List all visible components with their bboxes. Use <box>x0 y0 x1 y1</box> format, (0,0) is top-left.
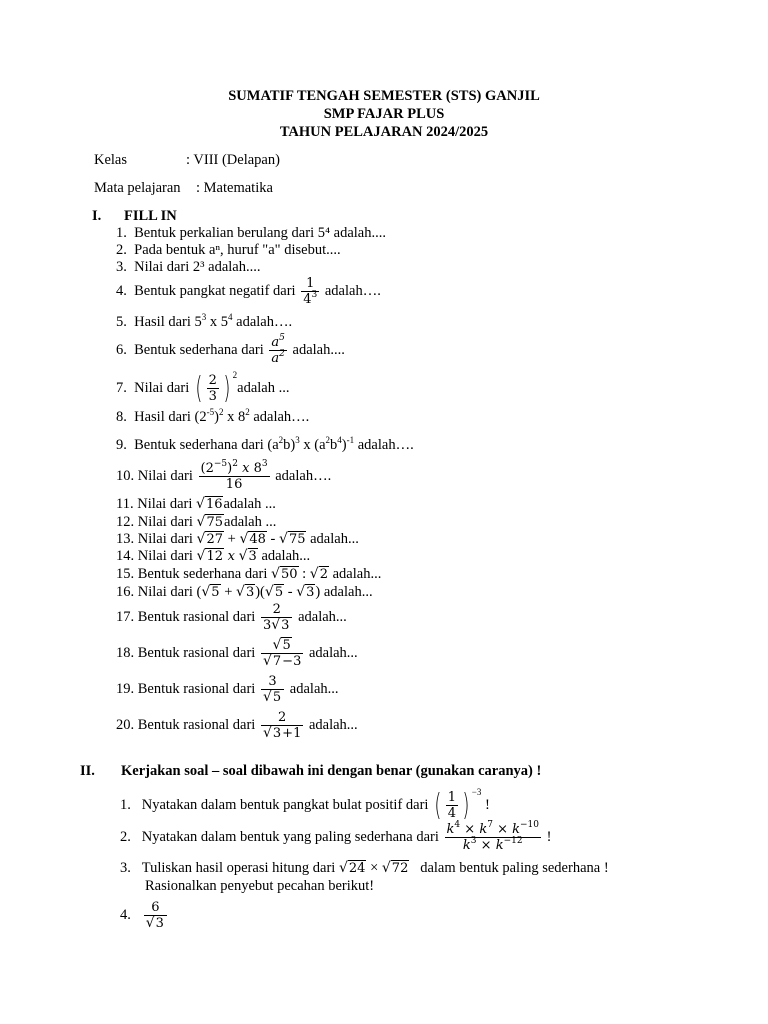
item-suffix: adalah…. <box>275 467 332 484</box>
item-text: Bentuk rasional dari <box>137 608 256 625</box>
fraction: $\frac{k^4 \times k^7 \times k^{-10}}{k^3 \times k^{-12}}$ <box>446 820 539 853</box>
item-text: Bentuk rasional dari <box>137 644 256 661</box>
list-item: 1. Nyatakan dalam bentuk pangkat bulat positif dari ( $\frac{1}{4}$ ) $^{-3}$ ! <box>120 786 490 823</box>
item-suffix: dalam bentuk paling sederhana ! <box>420 860 609 876</box>
item-suffix: adalah…. <box>357 437 414 453</box>
item-text: Nilai dari <box>137 531 193 547</box>
exclaim: ! <box>546 828 552 845</box>
fraction: $\frac{2}{3√3}$ <box>261 602 292 633</box>
item-suffix: adalah…. <box>236 314 293 330</box>
fraction: $\frac{2}{√3+1}$ <box>262 710 302 741</box>
item-text: Bentuk sederhana dari (a <box>134 437 279 453</box>
fraction: $\frac{2}{3}$ <box>208 373 217 404</box>
list-item: 11. Nilai dari √16adalah ... <box>116 496 276 512</box>
list-item: 16. Nilai dari (√5 + √3)(√5 - √3) adalah... <box>116 584 373 600</box>
list-item: 4. $\frac{6}{√3}$ <box>120 900 169 931</box>
item-suffix: adalah... <box>298 608 347 625</box>
fraction: $\frac{a^5}{a^2}$ <box>271 333 285 366</box>
item-suffix: adalah... <box>308 644 358 661</box>
item-text: Pada bentuk aⁿ, huruf "a" disebut.... <box>134 242 341 258</box>
item-text: Bentuk rasional dari <box>137 680 256 697</box>
item-text: Nilai dari <box>134 379 190 396</box>
item-suffix: adalah.... <box>292 341 345 358</box>
exclaim: ! <box>485 796 490 813</box>
item-suffix: adalah ... <box>237 379 290 396</box>
fraction: $\frac{1}{4}$ <box>447 790 457 821</box>
kelas-value: : VIII (Delapan) <box>186 152 280 168</box>
item-text: Nyatakan dalam bentuk pangkat bulat positif dari <box>141 796 429 813</box>
item-text: Bentuk perkalian berulang dari 5⁴ adalah.... <box>134 225 386 241</box>
fraction: $\frac{6}{√3}$ <box>144 900 167 931</box>
item-text: Nilai dari <box>137 467 193 484</box>
item-suffix: adalah... <box>332 566 382 582</box>
item-text: Bentuk rasional dari <box>137 716 256 733</box>
fraction: $\frac{√5}{√7-3}$ <box>262 637 302 669</box>
list-item: 2. Pada bentuk aⁿ, huruf "a" disebut.... <box>116 242 341 258</box>
list-item: 5. Hasil dari $5^3$ x $5^4$ adalah…. <box>116 312 293 330</box>
list-item: 6. Bentuk sederhana dari $\frac{a^5}{a^2}$ adalah.... <box>116 333 345 366</box>
item-text: Nilai dari <box>137 514 193 530</box>
list-item: 9. Bentuk sederhana dari $(a^2b)^3$ x $(a^2b^4)^{-1}$ adalah…. <box>116 435 414 453</box>
mapel-value: : Matematika <box>196 180 273 196</box>
item-suffix: adalah... <box>289 680 339 697</box>
item-text: Nyatakan dalam bentuk yang paling sederhana dari <box>141 828 439 845</box>
list-item: 4. Bentuk pangkat negatif dari $\frac{1}{4^3}$ adalah…. <box>116 276 381 307</box>
list-item: 13. Nilai dari √27 + √48 - √75 adalah... <box>116 531 359 547</box>
item-suffix: adalah ... <box>224 514 277 530</box>
list-item: 20. Bentuk rasional dari $\frac{2}{√3+1}$ adalah... <box>116 710 358 741</box>
section1-title: FILL IN <box>124 208 177 224</box>
fraction: $\frac{(2^{-5})^2 x 8^3}{16}$ <box>200 459 268 492</box>
header-year: TAHUN PELAJARAN 2024/2025 <box>279 124 489 140</box>
item-suffix: adalah ... <box>223 496 276 512</box>
section1-numeral: I. <box>92 208 102 224</box>
list-item: 10. Nilai dari $\frac{(2^{-5})^2 x 8^3}{16}$ adalah…. <box>116 459 332 492</box>
kelas-label: Kelas <box>94 152 128 168</box>
list-item: 17. Bentuk rasional dari $\frac{2}{3√3}$ adalah... <box>116 602 347 633</box>
item-text: Bentuk sederhana dari <box>134 341 264 358</box>
item-suffix: adalah... <box>308 716 358 733</box>
fraction: $\frac{3}{√5}$ <box>261 674 284 705</box>
list-item: 8. Hasil dari $(2^{-5})^2$ x $8^2$ adalah…. <box>116 407 310 425</box>
list-item: 3. Tuliskan hasil operasi hitung dari √24 × √72 dalam bentuk paling sederhana ! <box>120 860 609 876</box>
section2-title: Kerjakan soal – soal dibawah ini dengan benar (gunakan caranya) ! <box>121 763 542 779</box>
rasionalkan-text: Rasionalkan penyebut pecahan berikut! <box>145 878 375 894</box>
item-suffix: adalah... <box>310 531 359 547</box>
list-item: 18. Bentuk rasional dari $\frac{√5}{√7-3}$ adalah... <box>116 637 358 669</box>
list-item: 3. Nilai dari 2³ adalah.... <box>116 259 261 275</box>
item-suffix: adalah…. <box>253 409 310 425</box>
item-text: Bentuk sederhana dari <box>137 566 268 582</box>
item-text: Nilai dari ( <box>137 584 202 600</box>
item-suffix: adalah…. <box>324 282 381 299</box>
fraction: $\frac{1}{4^3}$ <box>303 276 318 307</box>
list-item: 7. Nilai dari ( $\frac{2}{3}$ ) $^2$adalah ... <box>116 369 290 406</box>
item-text: Bentuk pangkat negatif dari <box>134 282 296 299</box>
item-suffix: adalah... <box>261 548 311 564</box>
item-text: Nilai dari <box>137 496 193 512</box>
list-item: 15. Bentuk sederhana dari √50 : √2 adalah... <box>116 566 382 582</box>
item-suffix: adalah... <box>323 584 373 600</box>
list-item: 1. Bentuk perkalian berulang dari 5⁴ adalah.... <box>116 225 386 241</box>
mapel-label: Mata pelajaran <box>94 180 181 196</box>
header-title-line1: SUMATIF TENGAH SEMESTER (STS) GANJIL <box>228 88 540 104</box>
list-item: 19. Bentuk rasional dari $\frac{3}{√5}$ adalah... <box>116 674 339 705</box>
list-item: 2. Nyatakan dalam bentuk yang paling sederhana dari $\frac{k^4 \times k^7 \times k^{-10}}{k^3 \times k^{-12}}$ ! <box>120 820 552 853</box>
item-text: Hasil dari 5 <box>134 314 202 330</box>
list-item: 12. Nilai dari √75adalah ... <box>116 514 277 530</box>
item-text: Tuliskan hasil operasi hitung dari <box>141 860 336 876</box>
item-text: Nilai dari 2³ adalah.... <box>134 259 261 275</box>
section2-numeral: II. <box>80 763 95 779</box>
header-school: SMP FAJAR PLUS <box>323 106 445 122</box>
item-text: Nilai dari <box>137 548 193 564</box>
list-item: 14. Nilai dari √12 x √3 adalah... <box>116 548 311 564</box>
item-text: Hasil dari (2 <box>134 409 207 425</box>
